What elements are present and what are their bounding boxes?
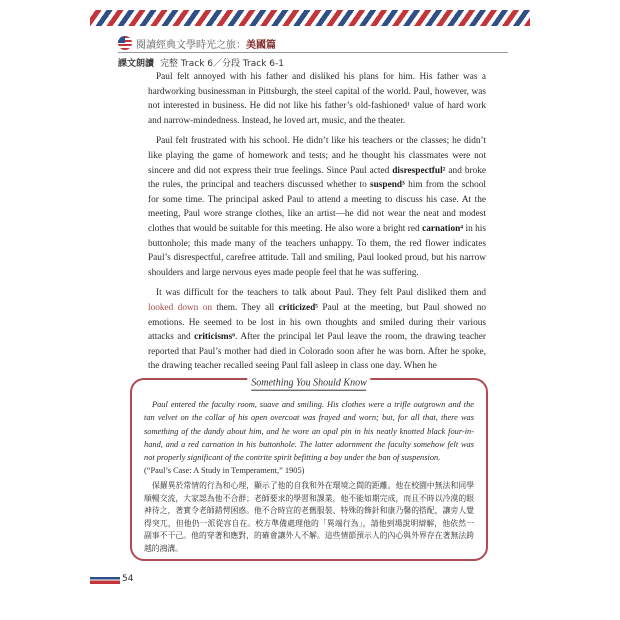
series-title-text: 閱讀經典文學時光之旅： [136,40,246,51]
header-rule [118,52,508,53]
us-flag-icon [118,36,132,50]
p3-text-c: Paul at the meeting, but Paul showed no emotions. He seemed to be lost in his own thoughts and smiled during their various attacks and [148,302,486,343]
vocab-criticisms: criticisms⁶ [194,332,236,343]
p2-text-a: Paul felt frustrated with his school. He didn’t like his teachers or the classes; he didn’t like playing the game of homework and tests; and he thought his classmates were not sincere and did not express their true feelings. Since Paul acted [148,136,486,176]
paragraph-3 [148,286,486,374]
box-title: Something You Should Know [247,378,370,391]
p3-text-a: It was difficult for the teachers to talk about Paul. They felt Paul disliked them and [156,288,486,299]
main-text [148,70,486,374]
vocab-disrespectful: disrespectful² [392,165,446,176]
p3-text-b: them. They all [212,302,279,313]
phrase-highlight: looked down on [148,302,212,313]
p2-text-e: in his buttonhole; this made many of the teachers unhappy. To them, the red flower indicates Paul’s disrespectful, carefree attitude. Tall and smiling, Paul looked proud, but his narrow shoulders and large nervous eyes made people feel that he was suffering. [148,223,486,278]
track-detail: 完整 Track 6／分段 Track 6-1 [160,59,284,69]
vocab-carnation: carnation⁴ [422,223,464,234]
p2-text-d: him from the school for some time. The principal asked Paul to attend a meeting to discuss his case. At the meeting, Paul wore strange clothes, like an artist—he did not wear the neat and modest clothes that would be suitable for this meeting. He also wore a bright red [148,180,486,234]
p3-text-d: . After the principal let Paul leave the room, the drawing teacher reported that Paul’s mother had died in Colorado soon after he was born. After he spoke, the drawing teacher recalled seeing Paul fall asleep in class one day. When he [148,332,486,372]
track-info [118,56,284,69]
series-title [136,36,276,51]
footer-stripe [90,577,120,584]
track-label: 課文朗讀 [118,59,155,69]
vocab-suspend: suspend³ [370,180,405,191]
decorative-stripe-banner [90,10,530,26]
something-you-should-know-box [130,378,488,561]
series-title-bold: 美國篇 [246,40,276,51]
box-citation: (“Paul’s Case: A Study in Temperament,” 1905) [144,466,305,476]
vocab-criticized: criticized⁵ [278,302,319,313]
paragraph-1: Paul felt annoyed with his father and disliked his plans for him. His father was a hardworking businessman in Pittsburgh, the steel capital of the world. Paul, however, was not interested in business. He did not like his father’s old-fashioned¹ value of hard work and narrow-mindedness. Instead, he loved art, music, and the theater. [148,72,486,126]
paragraph-2 [148,134,486,280]
box-quote: Paul entered the faculty room, suave and smiling. His clothes were a trifle outgrown and the tan velvet on the collar of his open overcoat was frayed and worn; but, for all that, there was something of the dandy about him, and he wore an opal pin in his neatly knotted black four-in-hand, and a red carnation in his buttonhole. The latter adornment the faculty somehow felt was not properly significant of the contrite spirit befitting a boy under the ban of suspension. [144,400,474,463]
p2-text-c: and broke the rules, the principal and teachers discussed whether to [148,165,486,191]
box-chinese-note: 保羅異於常情的行為和心理，顯示了他的自我和外在環境之間的距離。他在校園中無法和同學順暢交流，大家認為他不合群；老師要求的學習和課業，他不能如期完成，而且不時以冷漠的眼神待之，著實令老師錯愕困惑。他不合時宜的老舊服裝、特殊的飾針和康乃馨的搭配，讓旁人覺得突兀，但他仍一派從容自在。校方準備處理他的「異端行為」，請他到場說明辯解，他依然一副事不干己。他的穿著和應對，的確會讓外人不解。這些情節預示人的內心與外界存在著無法跨越的鴻溝。 [144,481,474,553]
page-number: 54 [122,574,134,584]
